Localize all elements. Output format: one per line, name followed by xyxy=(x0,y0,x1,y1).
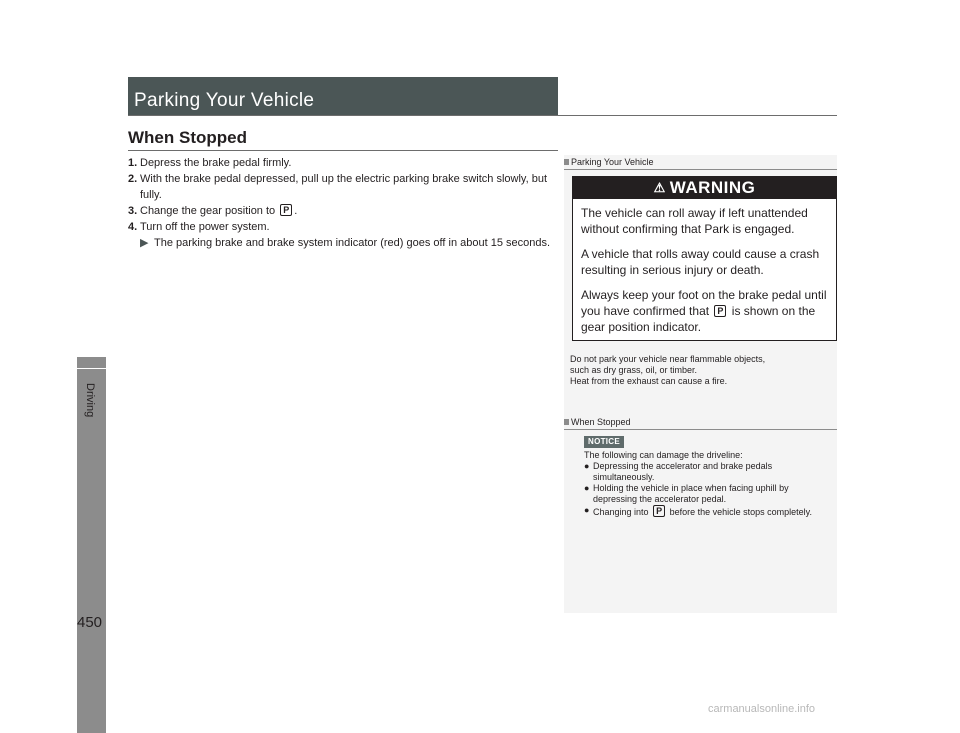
bullet-text: Depressing the accelerator and brake pedals simultaneously. xyxy=(593,461,773,482)
bullet-icon: ● xyxy=(584,461,590,471)
substep-text: The parking brake and brake system indicator (red) goes off in about 15 seconds. xyxy=(154,237,551,249)
reference-mark-icon xyxy=(564,419,569,425)
note-line: Do not park your vehicle near flammable objects, xyxy=(570,354,766,364)
panel2-heading xyxy=(564,417,631,427)
warning-body xyxy=(581,205,831,344)
notice-body xyxy=(584,450,834,518)
warning-paragraph-2: A vehicle that rolls away could cause a crash resulting in serious injury or death. xyxy=(581,247,820,277)
warning-header xyxy=(573,177,836,199)
bullet-text: Changing into xyxy=(593,507,649,517)
step-text: Depress the brake pedal firmly. xyxy=(140,157,292,169)
gear-p-icon: P xyxy=(653,505,665,517)
warning-p3-start: Always keep your foot on the brake pedal until you have confirmed that xyxy=(581,288,827,318)
gear-p-icon: P xyxy=(714,305,726,317)
notice-bullet xyxy=(584,461,834,483)
page-number: 450 xyxy=(77,614,103,631)
gear-p-icon: P xyxy=(280,204,292,216)
warning-paragraph-3 xyxy=(581,287,831,335)
notice-bullet xyxy=(584,505,834,518)
notice-intro: The following can damage the driveline: xyxy=(584,450,743,460)
step-number: 4. xyxy=(128,221,138,233)
warning-paragraph-1: The vehicle can roll away if left unattended without confirming that Park is engaged. xyxy=(581,206,808,236)
panel1-divider xyxy=(564,169,837,170)
watermark: carmanualsonline.info xyxy=(708,703,816,715)
step-number: 3. xyxy=(128,205,138,217)
bullet-text: Holding the vehicle in place when facing uphill by depressing the accelerator pedal. xyxy=(593,483,789,504)
step-number: 1. xyxy=(128,157,138,169)
bullet-icon: ● xyxy=(584,505,590,515)
notice-badge: NOTICE xyxy=(584,436,624,448)
step-text-end: . xyxy=(294,205,298,217)
bullet-text-end: before the vehicle stops completely. xyxy=(669,507,813,517)
chapter-tab-cap xyxy=(77,357,106,368)
step-4-result xyxy=(128,235,558,251)
step-text: Change the gear position to xyxy=(140,205,276,217)
section-heading: When Stopped xyxy=(128,128,247,147)
step-3 xyxy=(128,203,558,219)
chapter-label: Driving xyxy=(84,383,96,418)
reference-mark-icon xyxy=(564,159,569,165)
warning-box xyxy=(572,176,837,341)
warning-p3-end: is shown on the gear position indicator. xyxy=(581,304,816,334)
note-line: such as dry grass, oil, or timber. xyxy=(570,365,698,375)
panel1-heading xyxy=(564,157,654,167)
chapter-tab xyxy=(77,369,106,733)
step-text: Turn off the power system. xyxy=(140,221,270,233)
section-divider xyxy=(128,150,558,151)
warning-triangle-icon: ⚠ xyxy=(653,180,666,195)
fire-note xyxy=(570,354,830,387)
bullet-icon: ● xyxy=(584,483,590,493)
page-title: Parking Your Vehicle xyxy=(134,90,315,111)
warning-title: WARNING xyxy=(669,178,756,197)
steps-list xyxy=(128,155,558,251)
step-1 xyxy=(128,155,558,171)
note-line: Heat from the exhaust can cause a fire. xyxy=(570,376,728,386)
arrow-right-icon: ▶ xyxy=(140,237,149,249)
step-4 xyxy=(128,219,558,235)
step-number: 2. xyxy=(128,173,138,185)
panel1-heading-text: Parking Your Vehicle xyxy=(571,157,654,167)
panel2-heading-text: When Stopped xyxy=(571,417,631,427)
title-divider xyxy=(128,115,837,116)
panel2-divider xyxy=(564,429,837,430)
step-text: With the brake pedal depressed, pull up the electric parking brake switch slowly, but fully. xyxy=(140,173,548,201)
notice-bullet xyxy=(584,483,834,505)
step-2 xyxy=(128,171,558,203)
